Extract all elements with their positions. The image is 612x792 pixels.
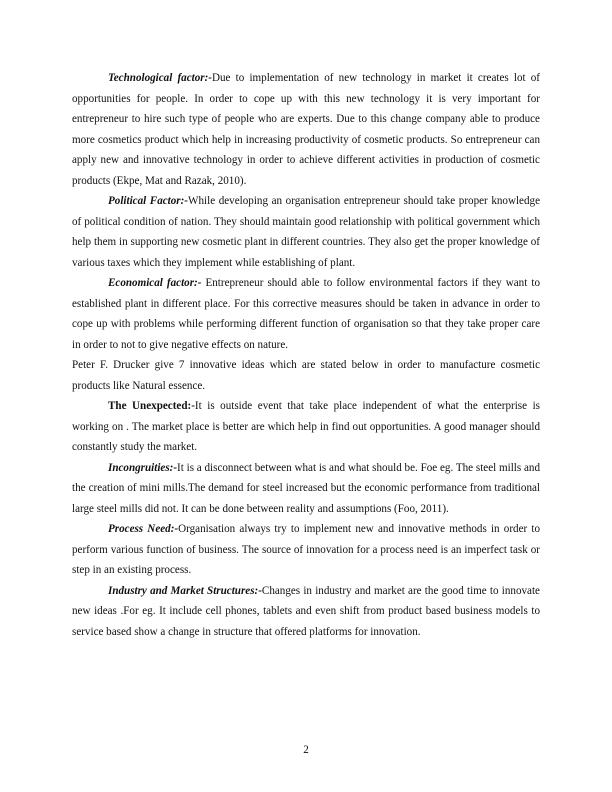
text-economical: Entrepreneur should able to follow environmental factors if they want to established plant in different place. For this corrective measures should be taken in advance in order to cope up with problems while performing different function of organisation so that they take proper care in order to not to give negative effects on nature.	[72, 277, 540, 351]
heading-technological: Technological factor:-	[108, 72, 212, 84]
paragraph-industry-market	[72, 581, 540, 643]
document-body	[72, 68, 540, 642]
paragraph-political	[72, 191, 540, 273]
paragraph-process-need	[72, 519, 540, 581]
text-drucker-intro: Peter F. Drucker give 7 innovative ideas which are stated below in order to manufacture cosmetic products like Natural essence.	[72, 359, 540, 392]
paragraph-drucker-intro	[72, 355, 540, 396]
heading-process-need: Process Need:-	[108, 523, 179, 535]
text-process-need: Organisation always try to implement new and innovative methods in order to perform various function of business. The source of innovation for a process need is an imperfect task or step in an existing process.	[72, 523, 540, 576]
paragraph-incongruities	[72, 458, 540, 520]
heading-unexpected: The Unexpected:-	[108, 400, 195, 412]
text-unexpected: It is outside event that take place independent of what the enterprise is working on . The market place is better are which help in find out opportunities. A good manager should constantly study the market.	[72, 400, 540, 453]
text-technological: Due to implementation of new technology in market it creates lot of opportunities for people. In order to cope up with this new technology it is very important for entrepreneur to hire such type of people who are experts. Due to this change company able to produce more cosmetics product which help in increasing productivity of cosmetic products. So entrepreneur can apply new and innovative technology in order to achieve different activities in production of cosmetic products (Ekpe, Mat and Razak, 2010).	[72, 72, 540, 187]
heading-political: Political Factor:-	[108, 195, 189, 207]
page-number: 2	[303, 744, 309, 756]
text-industry-market: Changes in industry and market are the good time to innovate new ideas .For eg. It include cell phones, tablets and even shift from product based business models to service based show a change in structure that offered platforms for innovation.	[72, 584, 540, 638]
paragraph-economical	[72, 273, 540, 355]
text-political: While developing an organisation entrepreneur should take proper knowledge of political condition of nation. They should maintain good relationship with political government which help them in supporting new cosmetic plant in different countries. They also get the proper knowledge of various taxes which they implement while establishing of plant.	[72, 195, 540, 269]
heading-incongruities: Incongruities:-	[108, 461, 178, 474]
heading-economical: Economical factor:-	[108, 277, 202, 289]
heading-industry-market: Industry and Market Structures:-	[108, 584, 262, 597]
paragraph-unexpected	[72, 396, 540, 458]
text-incongruities: It is a disconnect between what is and what should be. Foe eg. The steel mills and the creation of mini mills.The demand for steel increased but the economic performance from traditional large steel mills did not. It can be done between reality and assumptions (Foo, 2011).	[72, 461, 540, 515]
paragraph-technological	[72, 68, 540, 191]
